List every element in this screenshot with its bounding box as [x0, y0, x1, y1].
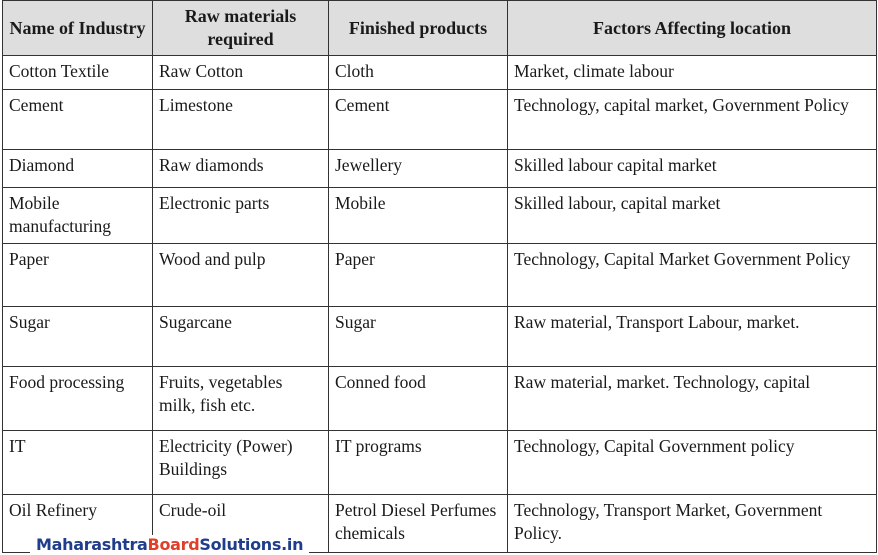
- cell-factors: Technology, Capital Government policy: [508, 431, 877, 495]
- table-row: [3, 244, 877, 307]
- table-row: [3, 56, 877, 90]
- cell-industry: Food processing: [3, 367, 153, 431]
- cell-finished-products: Sugar: [329, 307, 508, 367]
- cell-raw-materials: Sugarcane: [153, 307, 329, 367]
- cell-industry: IT: [3, 431, 153, 495]
- cell-raw-materials: Crude-oil: [153, 495, 329, 553]
- cell-finished-products: Paper: [329, 244, 508, 307]
- cell-factors: Raw material, Transport Labour, market.: [508, 307, 877, 367]
- cell-raw-materials: Wood and pulp: [153, 244, 329, 307]
- table-row: [3, 90, 877, 150]
- cell-industry: Mobile manufacturing: [3, 188, 153, 244]
- cell-factors: Skilled labour, capital market: [508, 188, 877, 244]
- industry-location-table: [2, 0, 877, 553]
- table-row: [3, 307, 877, 367]
- cell-finished-products: Conned food: [329, 367, 508, 431]
- cell-finished-products: IT programs: [329, 431, 508, 495]
- cell-finished-products: Cement: [329, 90, 508, 150]
- header-finished-products: Finished products: [329, 1, 508, 56]
- cell-finished-products: Jewellery: [329, 150, 508, 188]
- cell-industry: Sugar: [3, 307, 153, 367]
- cell-finished-products: Petrol Diesel Perfumes chemicals: [329, 495, 508, 553]
- table-row: [3, 367, 877, 431]
- cell-factors: Technology, Transport Market, Government Policy.: [508, 495, 877, 553]
- cell-industry: Cotton Textile: [3, 56, 153, 90]
- header-raw-materials: Raw materials required: [153, 1, 329, 56]
- cell-finished-products: Cloth: [329, 56, 508, 90]
- cell-industry: Oil Refinery: [3, 495, 153, 553]
- cell-industry: Paper: [3, 244, 153, 307]
- cell-factors: Skilled labour capital market: [508, 150, 877, 188]
- table-row: [3, 431, 877, 495]
- cell-industry: Cement: [3, 90, 153, 150]
- header-name-of-industry: Name of Industry: [3, 1, 153, 56]
- cell-raw-materials: Fruits, vegetables milk, fish etc.: [153, 367, 329, 431]
- table-row: [3, 188, 877, 244]
- table-header-row: [3, 1, 877, 56]
- watermark-part-board: Board: [147, 535, 200, 554]
- cell-raw-materials: Raw Cotton: [153, 56, 329, 90]
- cell-factors: Technology, capital market, Government Policy: [508, 90, 877, 150]
- site-watermark: [30, 535, 309, 555]
- cell-raw-materials: Raw diamonds: [153, 150, 329, 188]
- cell-finished-products: Mobile: [329, 188, 508, 244]
- table-row: [3, 150, 877, 188]
- cell-raw-materials: Electricity (Power) Buildings: [153, 431, 329, 495]
- watermark-part-maharashtra: Maharashtra: [36, 535, 148, 554]
- cell-factors: Raw material, market. Technology, capital: [508, 367, 877, 431]
- cell-raw-materials: Electronic parts: [153, 188, 329, 244]
- cell-industry: Diamond: [3, 150, 153, 188]
- cell-raw-materials: Limestone: [153, 90, 329, 150]
- cell-factors: Market, climate labour: [508, 56, 877, 90]
- cell-factors: Technology, Capital Market Government Policy: [508, 244, 877, 307]
- header-factors-affecting-location: Factors Affecting location: [508, 1, 877, 56]
- watermark-part-solutions: Solutions.in: [199, 535, 304, 554]
